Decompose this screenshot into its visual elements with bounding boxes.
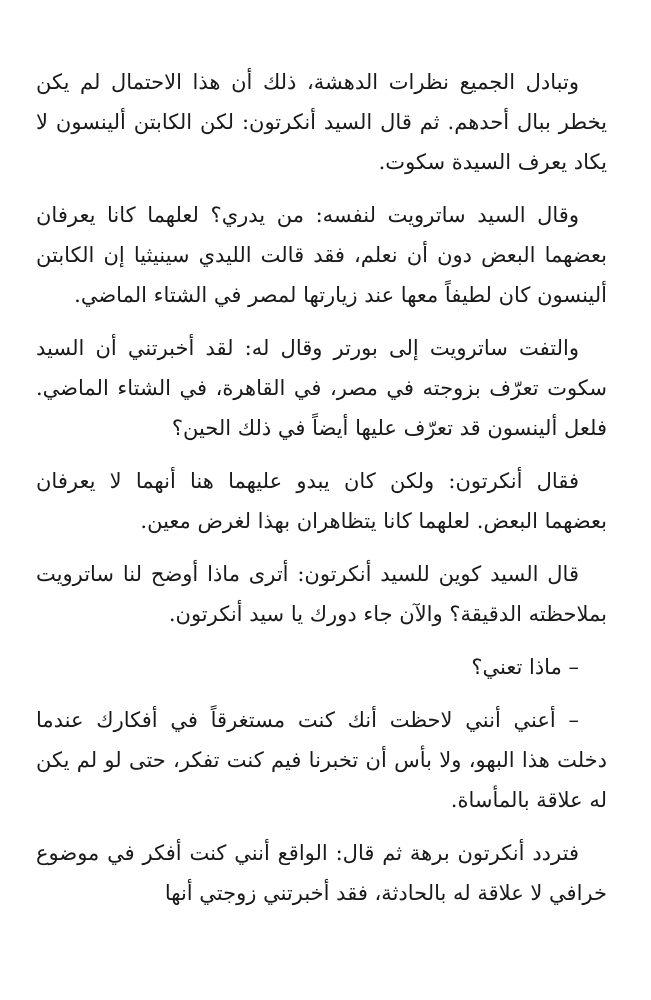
paragraph: فتردد أنكرتون برهة ثم قال: الواقع أنني كنت أفكر في موضوع خرافي لا علاقة له بالحادثة، فقد أخبرتني زوجتي أنها bbox=[36, 841, 607, 905]
dialogue-line: – ماذا تعني؟ bbox=[471, 655, 579, 679]
paragraph: وتبادل الجميع نظرات الدهشة، ذلك أن هذا الاحتمال لم يكن يخطر ببال أحدهم. ثم قال السيد أنكرتون: لكن الكابتن ألينسون لا يكاد يعرف السيدة سكوت. bbox=[36, 70, 607, 174]
paragraph: وقال السيد ساترويت لنفسه: من يدري؟ لعلهما كانا يعرفان بعضهما البعض دون أن نعلم، فقد قالت الليدي سينيثيا إن الكابتن ألينسون كان لطيفاً معها عند زيارتها لمصر في الشتاء الماضي. bbox=[36, 203, 607, 307]
dialogue-line: – أعني أنني لاحظت أنك كنت مستغرقاً في أفكارك عندما دخلت هذا البهو، ولا بأس أن تخبرنا فيم كنت تفكر، حتى لو لم يكن له علاقة بالمأساة. bbox=[36, 708, 607, 812]
paragraph: والتفت ساترويت إلى بورتر وقال له: لقد أخبرتني أن السيد سكوت تعرّف بزوجته في مصر، في القاهرة، في الشتاء الماضي. فلعل ألينسون قد تعرّف عليها أيضاً في ذلك الحين؟ bbox=[36, 336, 607, 440]
page-body-text bbox=[36, 62, 607, 926]
paragraph: فقال أنكرتون: ولكن كان يبدو عليهما هنا أنهما لا يعرفان بعضهما البعض. لعلهما كانا يتظاهران بهذا لغرض معين. bbox=[36, 469, 607, 533]
paragraph: قال السيد كوين للسيد أنكرتون: أترى ماذا أوضح لنا ساترويت بملاحظته الدقيقة؟ والآن جاء دورك يا سيد أنكرتون. bbox=[36, 562, 607, 626]
